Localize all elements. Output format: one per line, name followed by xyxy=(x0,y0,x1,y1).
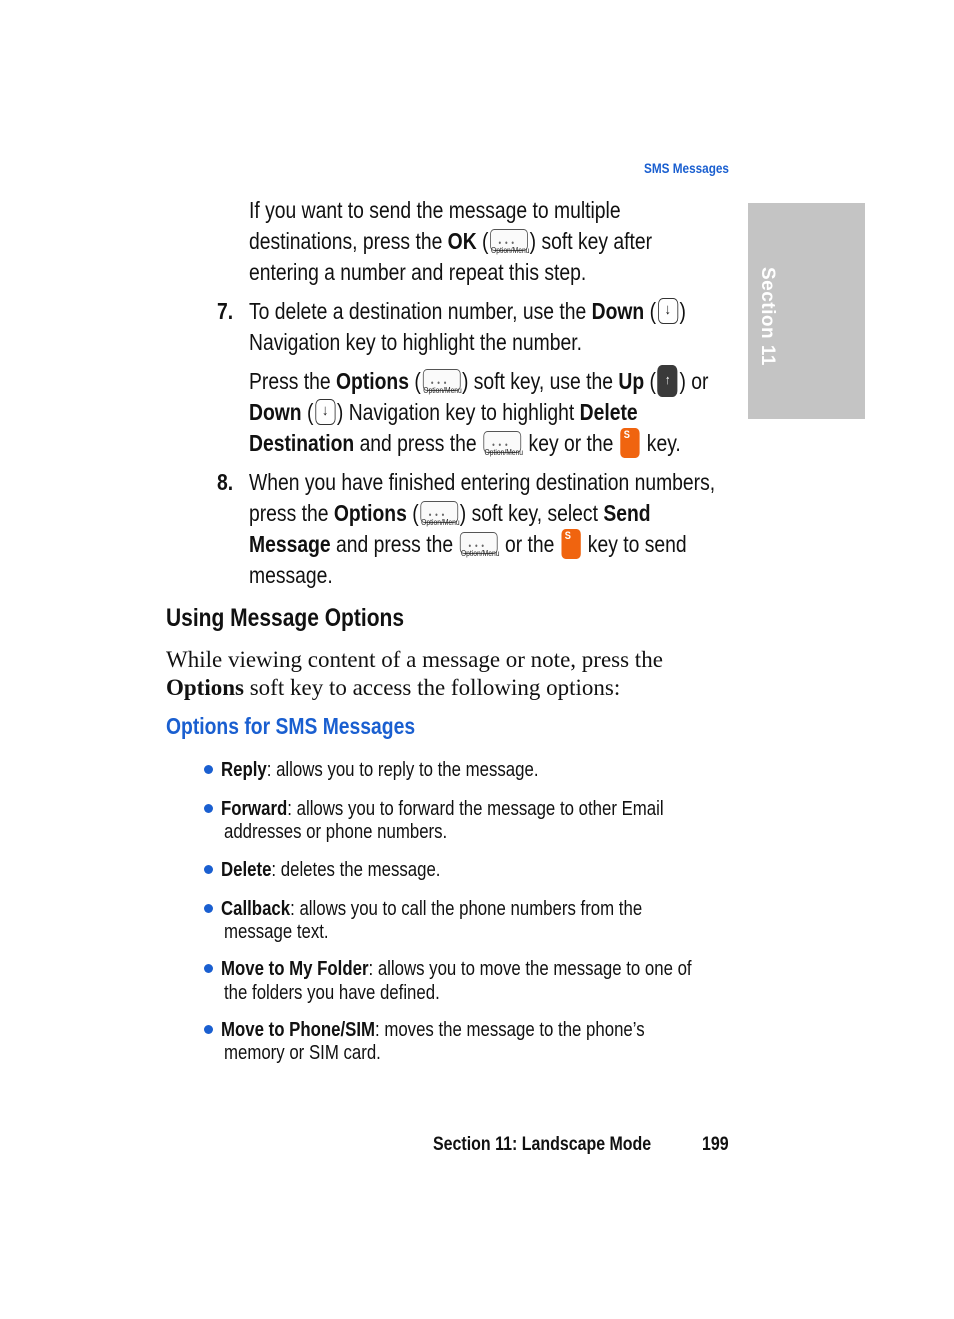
text: and press the xyxy=(330,531,459,557)
list-item xyxy=(221,958,692,981)
text: ) soft key, use the xyxy=(461,368,619,394)
down-key-name: Down xyxy=(591,298,645,324)
step6-line1: If you want to send the message to multiple xyxy=(249,197,621,223)
delete-option-name: Delete xyxy=(579,399,638,425)
s-key-icon: S xyxy=(620,428,639,458)
key-dots: • • • xyxy=(498,237,515,248)
options-key-name: Options xyxy=(333,500,407,526)
option-menu-key-icon xyxy=(460,532,500,558)
down-arrow-key-icon: ↓ xyxy=(315,399,335,425)
text: ) xyxy=(679,298,686,324)
option-menu-key-icon xyxy=(484,431,524,457)
text: key. xyxy=(641,430,681,456)
step7-line2: Navigation key to highlight the number. xyxy=(249,329,582,355)
step8-line3 xyxy=(249,529,687,561)
intro-line1: While viewing content of a message or note, press the xyxy=(166,647,663,672)
key-label: Option/Menu xyxy=(421,517,460,527)
bullet-icon xyxy=(204,865,213,874)
section-tab xyxy=(748,203,865,419)
step8-line1: When you have finished entering destination numbers, xyxy=(249,469,716,495)
text: To delete a destination number, use the xyxy=(249,298,592,324)
text: ) or xyxy=(679,368,709,394)
list-item-cont: memory or SIM card. xyxy=(224,1042,381,1064)
option-menu-key-icon xyxy=(422,369,462,395)
text: key to send xyxy=(582,531,687,557)
option-term: Move to Phone/SIM xyxy=(221,1019,376,1041)
list-item xyxy=(221,898,642,921)
option-desc: : allows you to forward the message to other Email xyxy=(287,798,664,820)
list-item xyxy=(221,798,664,821)
bullet-icon xyxy=(204,904,213,913)
list-item-cont: addresses or phone numbers. xyxy=(224,821,448,843)
step8-line2 xyxy=(249,498,651,529)
key-label: Option/Menu xyxy=(460,548,500,558)
option-desc: : allows you to call the phone numbers from the xyxy=(290,898,643,920)
options-key-name: Options xyxy=(335,368,409,394)
section-tab-label: Section 11 xyxy=(757,267,778,366)
text: destinations, press the xyxy=(249,228,448,254)
text: ) soft key after xyxy=(529,228,653,254)
text: ( xyxy=(644,368,656,394)
down-key-name: Down xyxy=(249,399,302,425)
option-term: Move to My Folder xyxy=(221,958,369,980)
option-menu-key-icon xyxy=(490,229,530,255)
text: key or the xyxy=(523,430,619,456)
step-number-8: 8. xyxy=(217,469,234,495)
option-desc: : moves the message to the phone’s xyxy=(375,1019,645,1041)
step8-line4: message. xyxy=(249,562,333,588)
step6-line3: entering a number and repeat this step. xyxy=(249,259,587,285)
list-item-cont: message text. xyxy=(224,921,329,943)
text: ( xyxy=(406,500,419,526)
text: ) soft key, select xyxy=(459,500,604,526)
section-heading: Using Message Options xyxy=(166,604,405,632)
s-key-icon: S xyxy=(561,529,580,559)
key-dots: • • • xyxy=(492,439,509,450)
bullet-icon xyxy=(204,1025,213,1034)
bullet-icon xyxy=(204,804,213,813)
ok-key-name: OK xyxy=(447,228,477,254)
option-desc: : allows you to reply to the message. xyxy=(266,759,539,781)
text: Press the xyxy=(249,368,336,394)
subheading-options-for-sms: Options for SMS Messages xyxy=(166,713,416,739)
option-term: Reply xyxy=(221,759,267,781)
key-label: Option/Menu xyxy=(490,245,530,255)
down-arrow-key-icon: ↓ xyxy=(658,298,678,324)
step-number-7: 7. xyxy=(217,298,234,324)
text: and press the xyxy=(354,430,483,456)
option-desc: : allows you to move the message to one of xyxy=(368,958,692,980)
step7-p2-line3 xyxy=(249,428,681,460)
option-term: Callback xyxy=(221,898,291,920)
up-navigation-key-icon: ↑ xyxy=(658,365,678,397)
text: ( xyxy=(476,228,489,254)
step7-line1 xyxy=(249,296,686,327)
step7-p2-line1 xyxy=(249,366,708,399)
option-term: Forward xyxy=(221,798,288,820)
text: ( xyxy=(301,399,314,425)
list-item xyxy=(221,859,440,882)
options-key-name: Options xyxy=(166,675,244,700)
text: ( xyxy=(408,368,421,394)
option-desc: : deletes the message. xyxy=(271,859,441,881)
list-item-cont: the folders you have defined. xyxy=(224,982,440,1004)
intro-line2 xyxy=(166,674,620,702)
option-menu-key-icon xyxy=(420,501,460,527)
text: press the xyxy=(249,500,334,526)
key-dots: • • • xyxy=(430,377,448,388)
key-dots: • • • xyxy=(428,509,446,520)
footer-section: Section 11: Landscape Mode xyxy=(433,1134,652,1155)
page-number: 199 xyxy=(702,1134,729,1155)
send-option-name: Send xyxy=(603,500,651,526)
text: soft key to access the following options: xyxy=(243,675,621,700)
key-label: Option/Menu xyxy=(484,447,524,457)
key-label: Option/Menu xyxy=(423,385,462,395)
key-dots: • • • xyxy=(468,540,485,551)
bullet-icon xyxy=(204,765,213,774)
step6-line2 xyxy=(249,226,652,257)
message-option-name: Message xyxy=(249,531,331,557)
list-item xyxy=(221,759,538,782)
text: ( xyxy=(644,298,657,324)
option-term: Delete xyxy=(221,859,272,881)
destination-option-name: Destination xyxy=(249,430,355,456)
text: ) Navigation key to highlight xyxy=(336,399,580,425)
step7-p2-line2 xyxy=(249,397,638,428)
list-item xyxy=(221,1019,645,1042)
text: or the xyxy=(499,531,560,557)
running-head: SMS Messages xyxy=(644,160,729,176)
bullet-icon xyxy=(204,964,213,973)
up-key-name: Up xyxy=(618,368,645,394)
